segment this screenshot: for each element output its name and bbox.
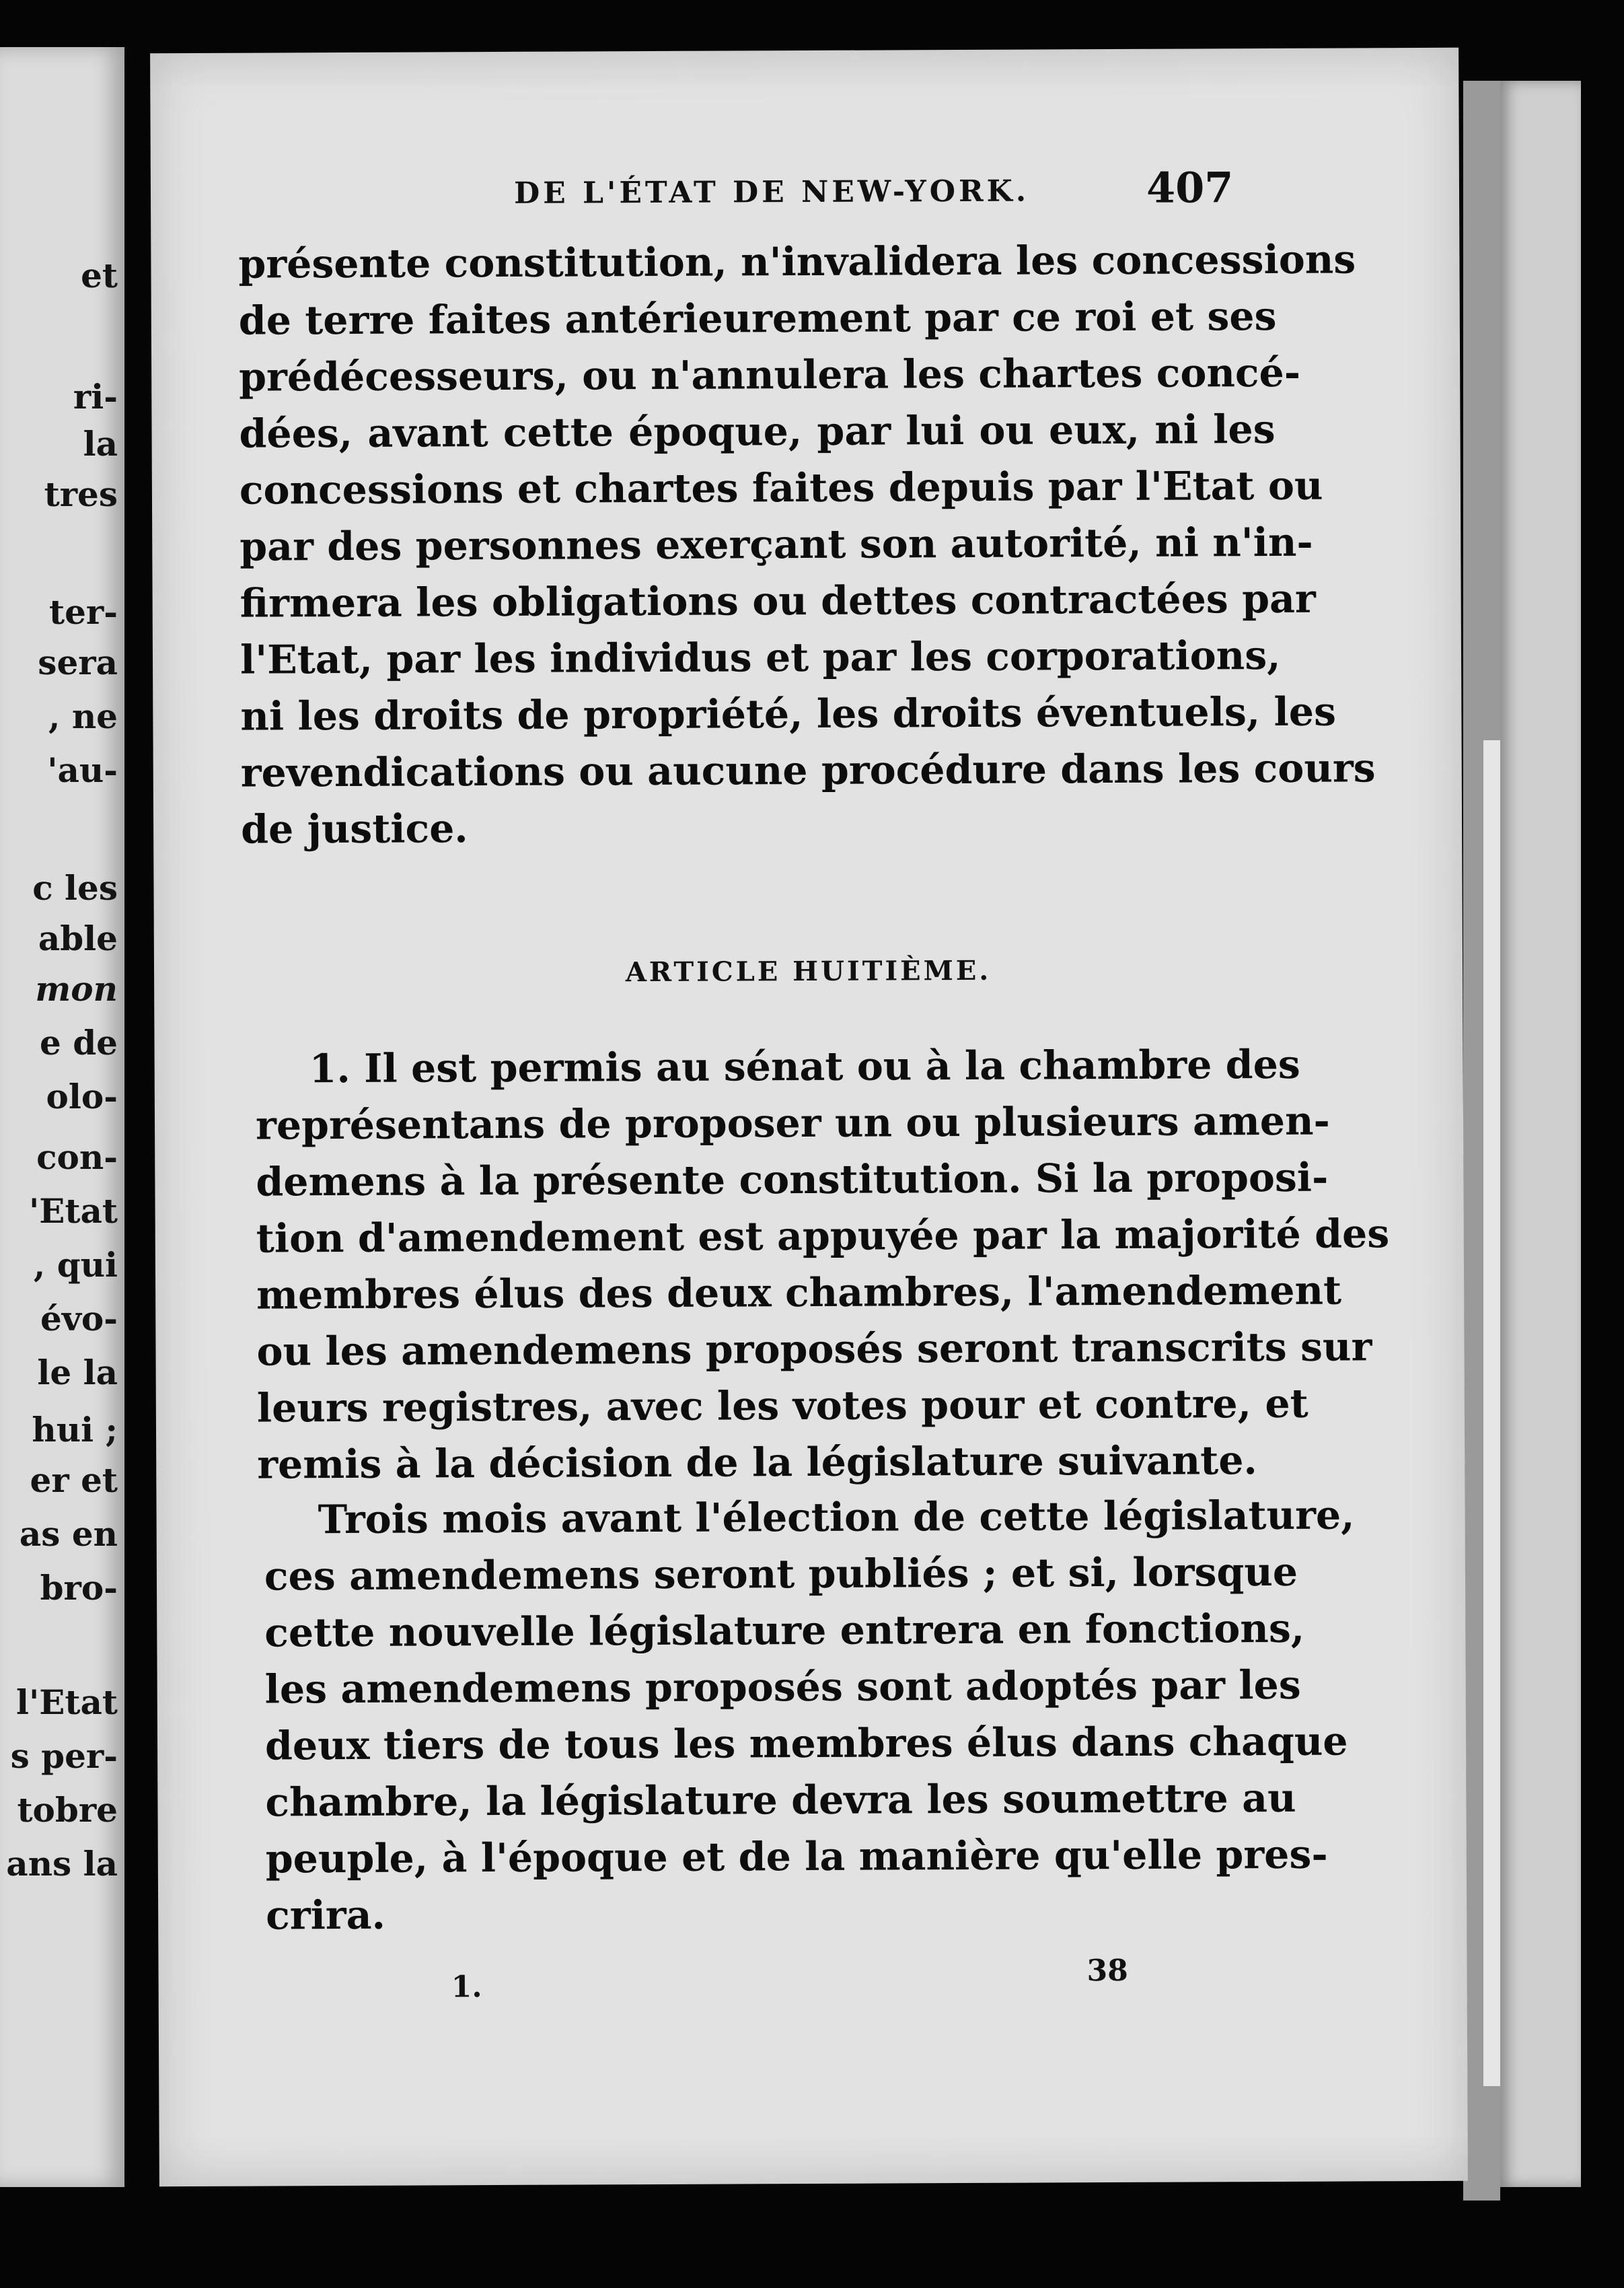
text-line: ou les amendemens proposés seront transcrits sur (256, 1323, 1372, 1375)
text-line: ni les droits de propriété, les droits éventuels, les (240, 688, 1337, 740)
text-line: concessions et chartes faites depuis par l'Etat ou (239, 462, 1323, 513)
left-page-line: sera (38, 643, 118, 682)
text-line: chambre, la législature devra les soumettre au (265, 1774, 1296, 1826)
footer-sheet-number: 38 (1086, 1953, 1128, 1989)
left-page-line: bro- (40, 1568, 118, 1608)
section-1-paragraph (255, 1036, 1390, 1493)
text-line: crira. (266, 1891, 386, 1939)
text-line: cette nouvelle législature entrera en fonctions, (264, 1604, 1305, 1656)
left-page-line: tres (44, 474, 118, 514)
left-page-line: e de (40, 1023, 118, 1063)
intro-paragraph (238, 231, 1376, 858)
page-number: 407 (1146, 163, 1234, 213)
section-2-paragraph (264, 1487, 1355, 1944)
text-line: leurs registres, avec les votes pour et contre, et (256, 1380, 1308, 1431)
left-page-line: mon (35, 969, 118, 1009)
text-line: prédécesseurs, ou n'annulera les chartes concé- (239, 349, 1301, 400)
left-page-line: tobre (17, 1790, 118, 1830)
page-edge (1483, 740, 1500, 2086)
text-line: 1. Il est permis au sénat ou à la chambre des (309, 1040, 1300, 1092)
text-line: par des personnes exerçant son autorité, ni n'in- (239, 518, 1313, 570)
left-page-line: le la (37, 1353, 118, 1392)
page-edge (1500, 81, 1581, 2187)
text-line: présente constitution, n'invalidera les concessions (238, 236, 1356, 287)
left-page-line: l'Etat (15, 1682, 118, 1722)
left-page-line: 'Etat (28, 1191, 118, 1231)
left-page-line: ans la (6, 1844, 118, 1884)
text-line: revendications ou aucune procédure dans les cours (240, 744, 1376, 796)
left-page-line: évo- (40, 1299, 118, 1338)
text-line: peuple, à l'époque et de la manière qu'elle pres- (265, 1830, 1328, 1882)
running-head: DE L'ÉTAT DE NEW-YORK. (513, 174, 1030, 211)
left-page-line: c les (32, 868, 118, 908)
left-page-line: able (38, 919, 118, 958)
left-page-line: la (83, 424, 118, 464)
text-line: demens à la présente constitution. Si la proposi- (256, 1153, 1329, 1205)
book-page (150, 48, 1468, 2186)
left-page-line: , qui (33, 1245, 118, 1285)
left-page-line: ter- (48, 592, 118, 632)
left-page-line: olo- (46, 1077, 118, 1116)
footer-signature-mark: 1. (451, 1970, 482, 2005)
left-page-line: ri- (73, 377, 118, 417)
left-page-line: as en (19, 1514, 118, 1554)
left-page-line: s per- (10, 1736, 118, 1776)
text-line: firmera les obligations ou dettes contractées par (239, 575, 1316, 627)
left-page-line: con- (36, 1137, 118, 1177)
text-line: les amendemens proposés sont adoptés par les (264, 1661, 1301, 1713)
text-line: l'Etat, par les individus et par les corporations, (239, 631, 1281, 683)
text-line: tion d'amendement est appuyée par la majorité des (256, 1210, 1390, 1262)
left-page-line: er et (30, 1460, 118, 1500)
text-line: Trois mois avant l'élection de cette législature, (318, 1491, 1355, 1543)
text-line: représentans de proposer un ou plusieurs amen- (255, 1097, 1330, 1149)
left-page-line: , ne (48, 696, 118, 736)
text-line: de terre faites antérieurement par ce roi et ses (238, 292, 1277, 344)
left-page-line: hui ; (32, 1410, 118, 1450)
text-line: membres élus des deux chambres, l'amendement (256, 1266, 1342, 1318)
left-page-fragment (0, 47, 124, 2187)
text-line: dées, avant cette époque, par lui ou eux, ni les (239, 405, 1276, 457)
text-line: ces amendemens seront publiés ; et si, lorsque (264, 1548, 1298, 1600)
text-line: de justice. (240, 805, 468, 853)
article-heading: ARTICLE HUITIÈME. (625, 954, 992, 989)
text-line: deux tiers de tous les membres élus dans chaque (264, 1717, 1348, 1769)
left-page-line: 'au- (47, 750, 118, 790)
text-line: remis à la décision de la législature suivante. (257, 1437, 1257, 1488)
left-page-line: et (81, 256, 118, 295)
